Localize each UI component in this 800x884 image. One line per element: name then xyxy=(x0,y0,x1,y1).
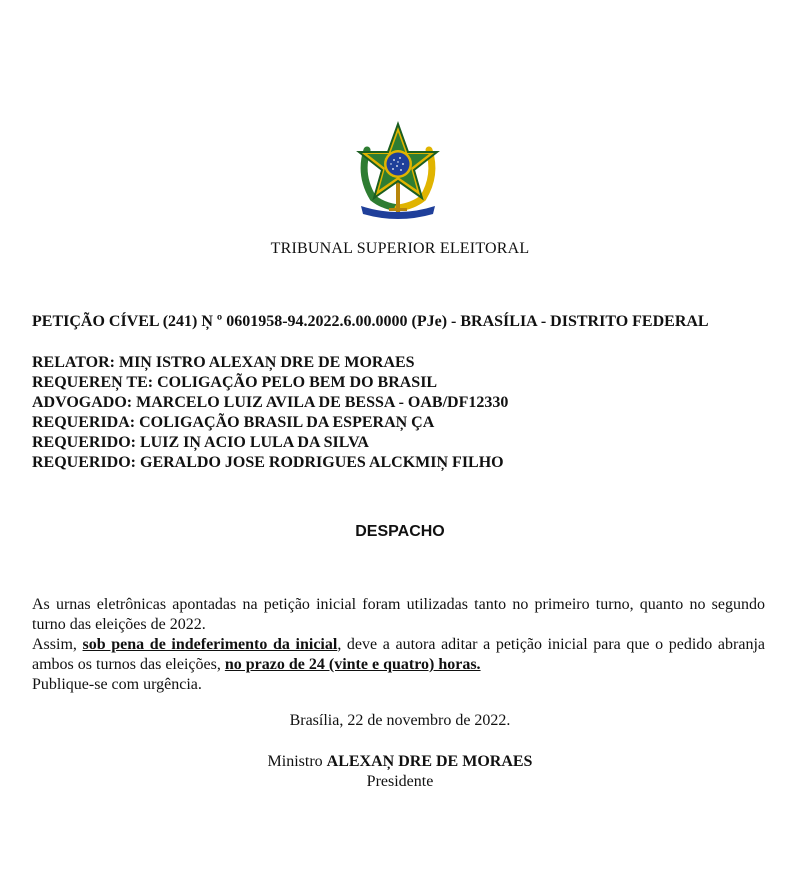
parties-block xyxy=(32,353,508,473)
party-requerida: REQUERIDA: COLIGAÇÃO BRASIL DA ESPERAŅ ÇA xyxy=(32,414,435,431)
p2-mid: , deve a autora aditar a petição inicial para que o pedido abranja ambos os turnos das eleições, xyxy=(32,636,765,673)
paragraph-assim xyxy=(32,635,765,675)
paragraph-publique: Publique-se com urgência. xyxy=(32,676,202,693)
party-requerido-2: REQUERIDO: GERALDO JOSE RODRIGUES ALCKMIŅ FILHO xyxy=(32,454,504,471)
signer-name: ALEXAŅ DRE DE MORAES xyxy=(326,753,533,770)
paragraph-urnas: As urnas eletrônicas apontadas na petição inicial foram utilizadas tanto no primeiro turno, quanto no segundo turno das eleições de 2022. xyxy=(32,596,765,633)
tribunal-heading: TRIBUNAL SUPERIOR ELEITORAL xyxy=(270,240,530,257)
date-line: Brasília, 22 de novembro de 2022. xyxy=(289,712,511,729)
despacho-heading: DESPACHO xyxy=(355,523,445,540)
coat-of-arms-emblem xyxy=(353,120,443,220)
party-relator: RELATOR: MIŅ ISTRO ALEXAŅ DRE DE MORAES xyxy=(32,354,415,371)
order-body xyxy=(32,595,765,695)
emphasis-prazo: no prazo de 24 (vinte e quatro) horas. xyxy=(224,656,481,673)
p2-start: Assim, xyxy=(32,636,83,653)
signer-title: Ministro xyxy=(267,753,323,770)
signer-line xyxy=(0,752,800,772)
party-requerente: REQUEREŅ TE: COLIGAÇÃO PELO BEM DO BRASIL xyxy=(32,374,438,391)
party-requerido-1: REQUERIDO: LUIZ IŅ ACIO LULA DA SILVA xyxy=(32,434,369,451)
emphasis-indeferimento: sob pena de indeferimento da inicial xyxy=(82,636,338,653)
signature-block xyxy=(0,752,800,792)
signer-role: Presidente xyxy=(366,773,434,790)
case-title: PETIÇÃO CÍVEL (241) Ņ º 0601958-94.2022.6.00.0000 (PJe) - BRASÍLIA - DISTRITO FEDERAL xyxy=(32,313,709,330)
party-advogado: ADVOGADO: MARCELO LUIZ AVILA DE BESSA - OAB/DF12330 xyxy=(32,394,509,411)
